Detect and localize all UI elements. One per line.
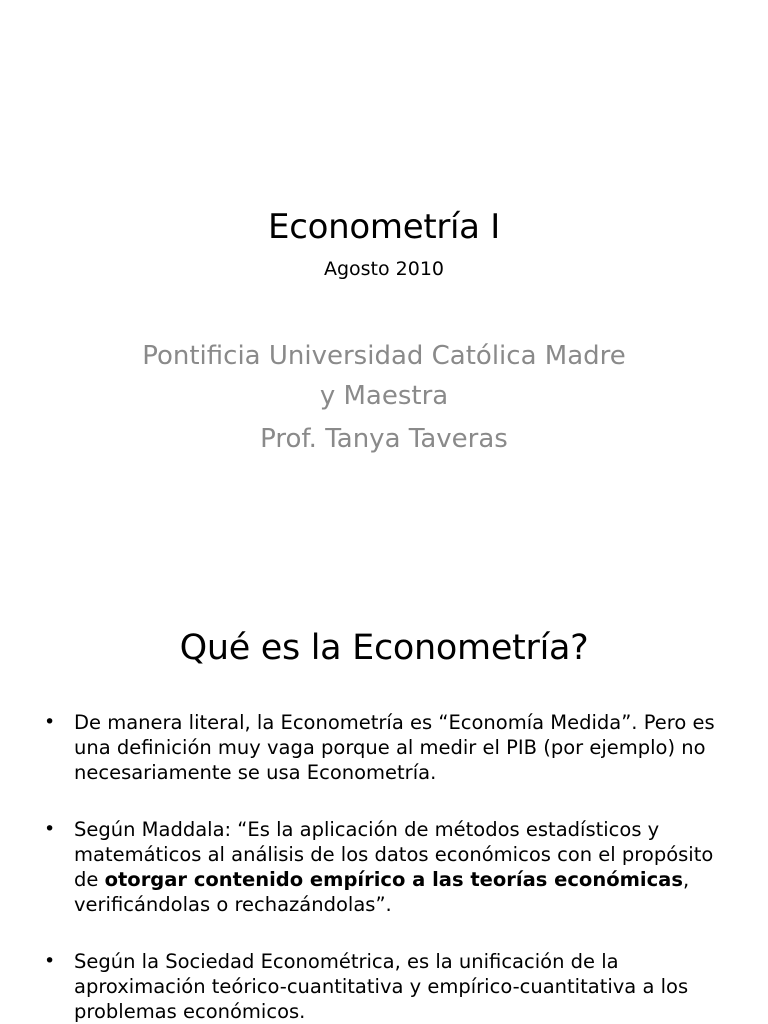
content-slide [0, 576, 768, 1024]
bullet-icon: • [44, 818, 56, 840]
bullet-text: Según la Sociedad Econométrica, es la unificación de la aproximación teórico-cuantitativa y empírico-cuantitativa a los problemas económicos. [74, 950, 689, 1023]
bullet-item [40, 710, 730, 785]
bullet-list [40, 710, 730, 1024]
bullet-item [40, 817, 730, 917]
bullet-text-after: , verificándolas o rechazándolas”. [74, 868, 690, 916]
bullet-text: De manera literal, la Econometría es “Economía Medida”. Pero es una definición muy vaga porque al medir el PIB (por ejemplo) no necesariamente se usa Econometría. [74, 711, 715, 784]
bullet-item [40, 949, 730, 1024]
bullet-text-before: Según Maddala: “Es la aplicación de métodos estadísticos y matemáticos al análisis de los datos económicos con el propósito de [74, 818, 714, 891]
slide-heading: Qué es la Econometría? [179, 628, 589, 668]
slide-date: Agosto 2010 [323, 258, 445, 280]
bullet-text [74, 818, 713, 916]
professor-name: Prof. Tanya Taveras [260, 424, 508, 454]
bullet-text-bold: otorgar contenido empírico a las teorías económicas [104, 868, 683, 891]
bullet-icon: • [44, 711, 56, 733]
institution-line-1: Pontificia Universidad Católica Madre [142, 341, 626, 371]
institution-name [100, 336, 668, 416]
bullet-icon: • [44, 950, 56, 972]
slide-title: Econometría I [268, 207, 500, 247]
institution-line-2: y Maestra [319, 381, 449, 411]
